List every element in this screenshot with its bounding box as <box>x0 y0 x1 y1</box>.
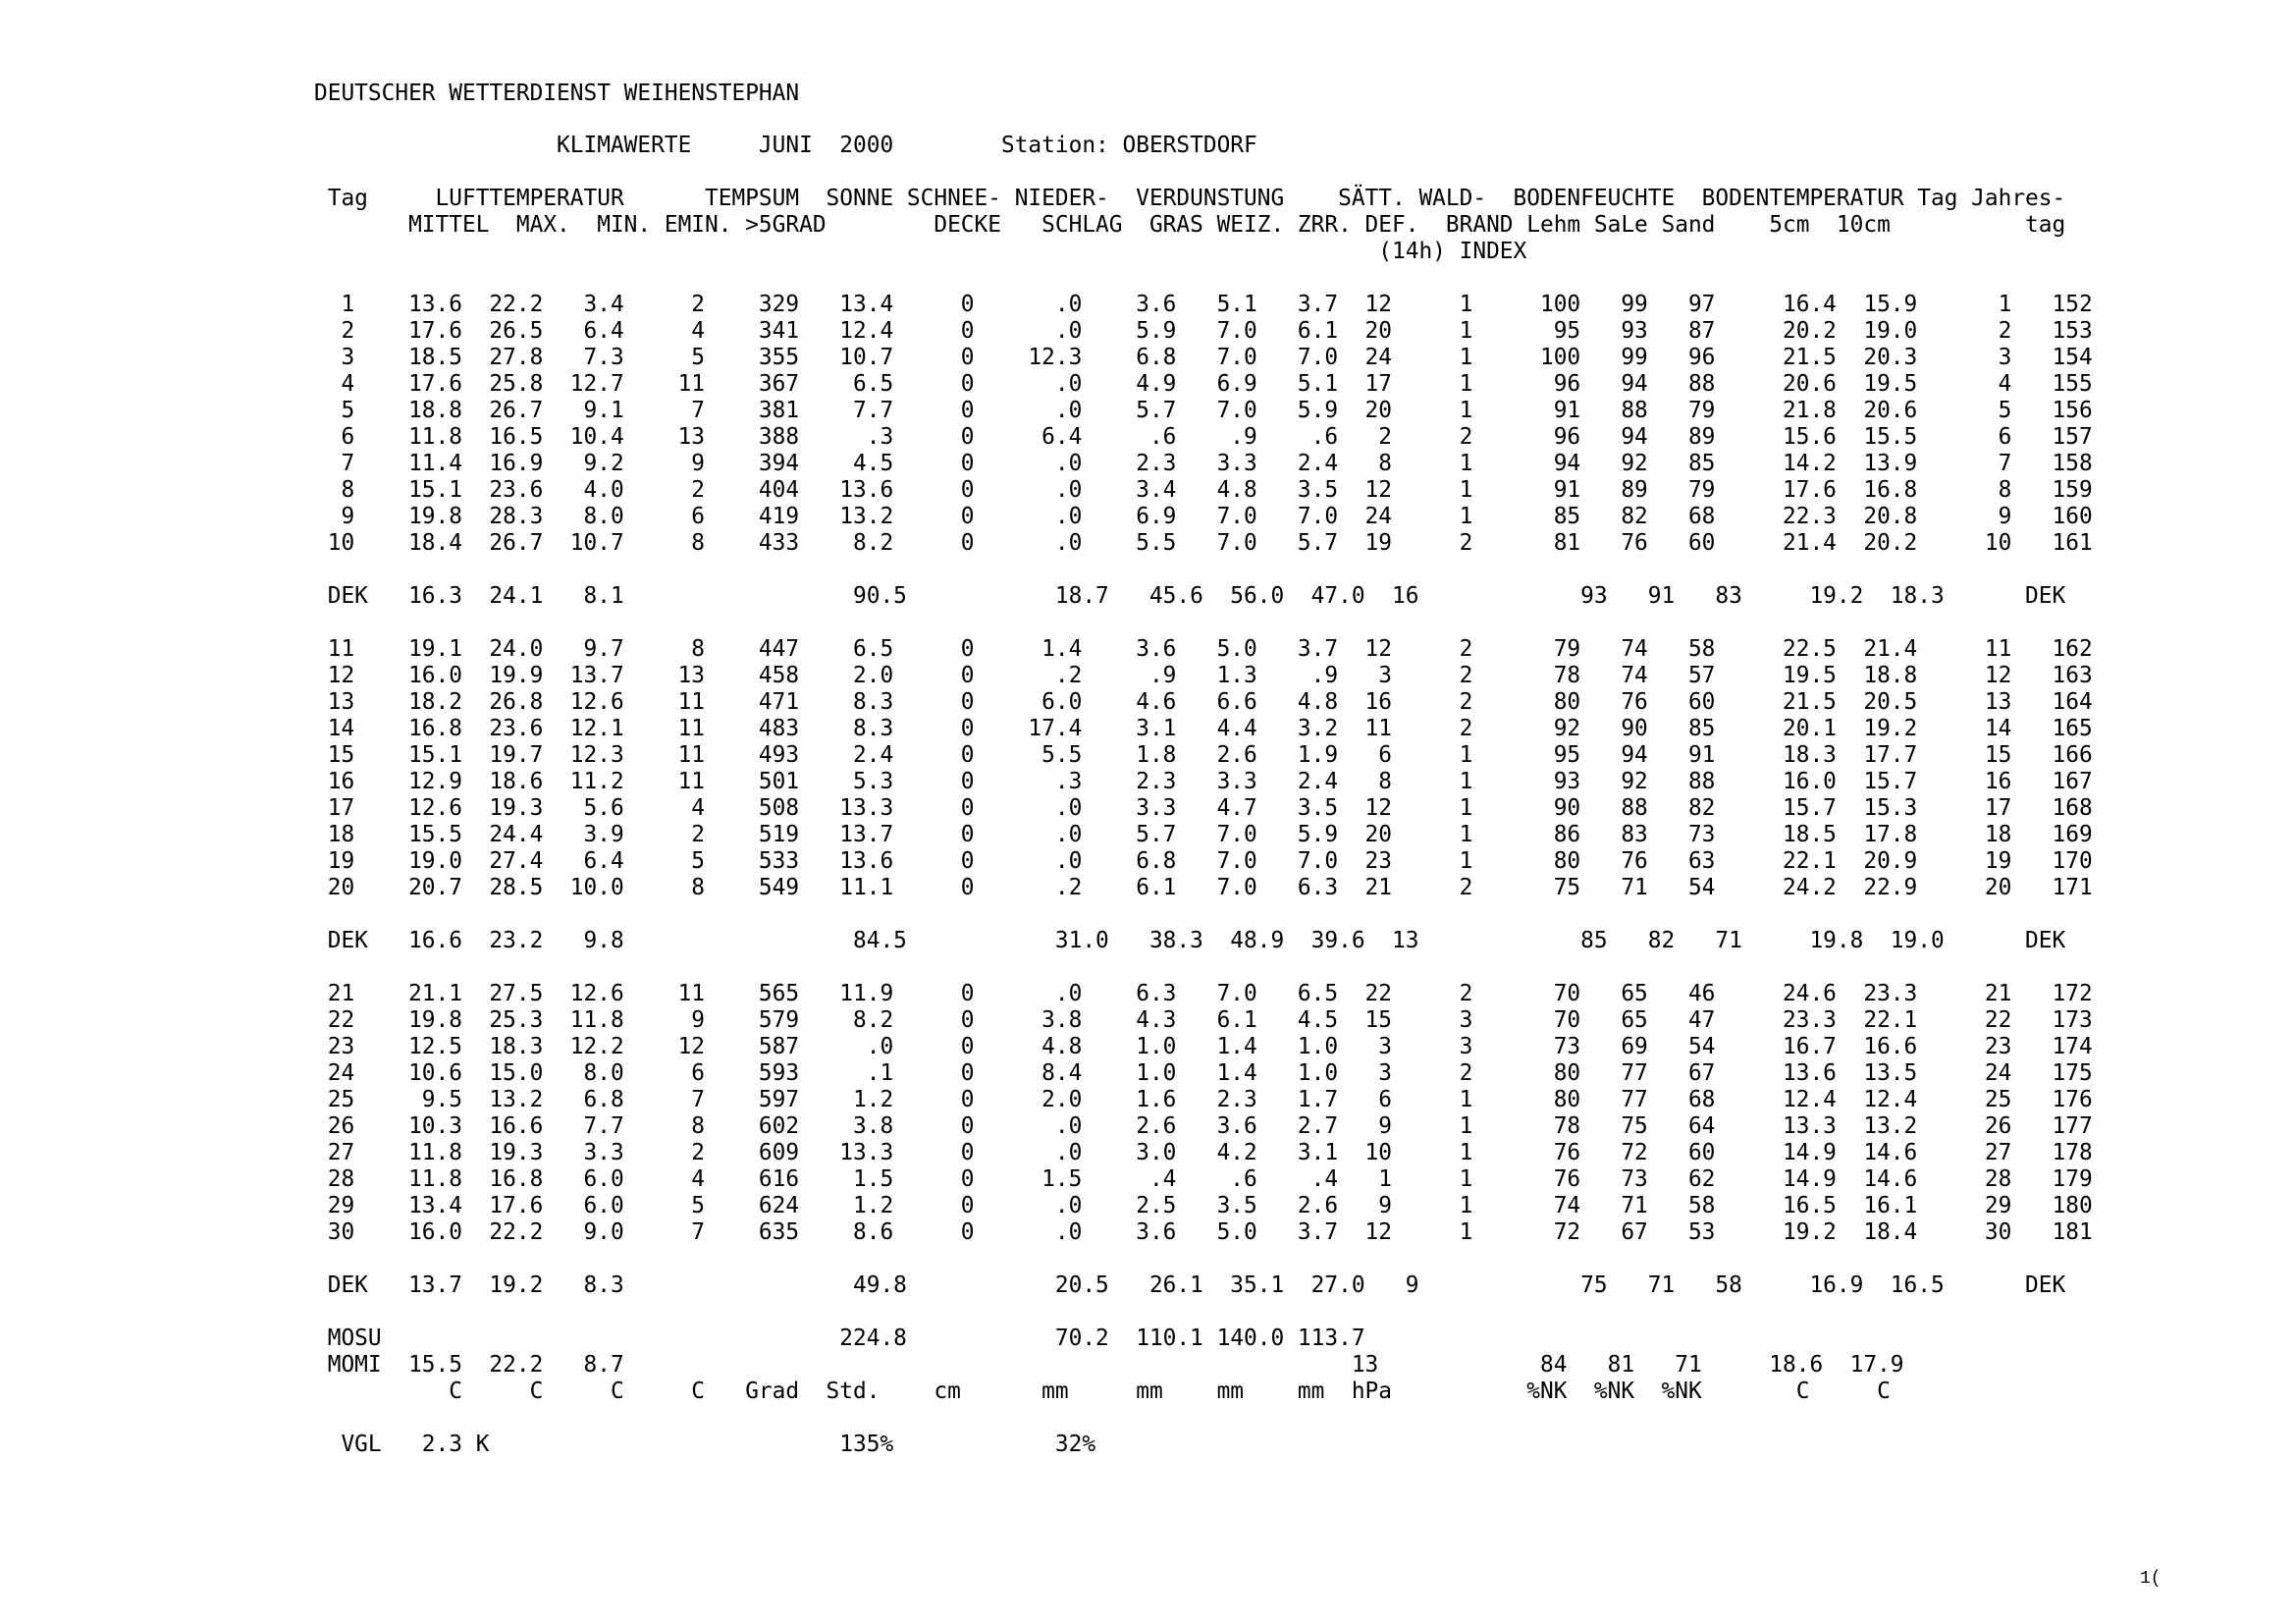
table-row: 16 12.9 18.6 11.2 11 501 5.3 0 .3 2.3 3.3 2.4 8 1 93 92 88 16.0 15.7 16 167 <box>314 769 2093 794</box>
table-row: 28 11.8 16.8 6.0 4 616 1.5 0 1.5 .4 .6 .4 1 1 76 73 62 14.9 14.6 28 179 <box>314 1166 2093 1192</box>
table-row: 21 21.1 27.5 12.6 11 565 11.9 0 .0 6.3 7.0 6.5 22 2 70 65 46 24.6 23.3 21 172 <box>314 981 2093 1006</box>
table-row: 9 19.8 28.3 8.0 6 419 13.2 0 .0 6.9 7.0 7.0 24 1 85 82 68 22.3 20.8 9 160 <box>314 504 2093 529</box>
table-row: 17 12.6 19.3 5.6 4 508 13.3 0 .0 3.3 4.7 3.5 12 1 90 88 82 15.7 15.3 17 168 <box>314 795 2093 821</box>
page-number: 1( <box>2140 1569 2162 1589</box>
table-row: 13 18.2 26.8 12.6 11 471 8.3 0 6.0 4.6 6.6 4.8 16 2 80 76 60 21.5 20.5 13 164 <box>314 689 2093 715</box>
table-row: 6 11.8 16.5 10.4 13 388 .3 0 6.4 .6 .9 .6 2 2 96 94 89 15.6 15.5 6 157 <box>314 424 2093 450</box>
table-row: 1 13.6 22.2 3.4 2 329 13.4 0 .0 3.6 5.1 3.7 12 1 100 99 97 16.4 15.9 1 152 <box>314 292 2093 317</box>
table-row: 19 19.0 27.4 6.4 5 533 13.6 0 .0 6.8 7.0 7.0 23 1 80 76 63 22.1 20.9 19 170 <box>314 848 2093 874</box>
month-mean-row: MOMI 15.5 22.2 8.7 13 84 81 71 18.6 17.9 <box>314 1352 1904 1378</box>
dekade-summary-row: DEK 16.6 23.2 9.8 84.5 31.0 38.3 48.9 39.6 13 85 82 71 19.8 19.0 DEK <box>314 928 2066 953</box>
org-title: DEUTSCHER WETTERDIENST WEIHENSTEPHAN <box>314 81 800 106</box>
table-row: 20 20.7 28.5 10.0 8 549 11.1 0 .2 6.1 7.0 6.3 21 2 75 71 54 24.2 22.9 20 171 <box>314 875 2093 900</box>
table-row: 3 18.5 27.8 7.3 5 355 10.7 0 12.3 6.8 7.0 7.0 24 1 100 99 96 21.5 20.3 3 154 <box>314 345 2093 370</box>
table-row: 18 15.5 24.4 3.9 2 519 13.7 0 .0 5.7 7.0 5.9 20 1 86 83 73 18.5 17.8 18 169 <box>314 822 2093 847</box>
table-row: 24 10.6 15.0 8.0 6 593 .1 0 8.4 1.0 1.4 1.0 3 2 80 77 67 13.6 13.5 24 175 <box>314 1060 2093 1086</box>
table-row: 15 15.1 19.7 12.3 11 493 2.4 0 5.5 1.8 2.6 1.9 6 1 95 94 91 18.3 17.7 15 166 <box>314 742 2093 768</box>
dekade-summary-row: DEK 13.7 19.2 8.3 49.8 20.5 26.1 35.1 27.0 9 75 71 58 16.9 16.5 DEK <box>314 1272 2066 1298</box>
table-row: 4 17.6 25.8 12.7 11 367 6.5 0 .0 4.9 6.9 5.1 17 1 96 94 88 20.6 19.5 4 155 <box>314 371 2093 397</box>
table-row: 25 9.5 13.2 6.8 7 597 1.2 0 2.0 1.6 2.3 1.7 6 1 80 77 68 12.4 12.4 25 176 <box>314 1087 2093 1112</box>
month-sum-row: MOSU 224.8 70.2 110.1 140.0 113.7 <box>314 1325 1365 1351</box>
comparison-row: VGL 2.3 K 135% 32% <box>314 1432 1096 1457</box>
table-row: 14 16.8 23.6 12.1 11 483 8.3 0 17.4 3.1 4.4 3.2 11 2 92 90 85 20.1 19.2 14 165 <box>314 716 2093 741</box>
table-header-row-1: Tag LUFTTEMPERATUR TEMPSUM SONNE SCHNEE- NIEDER- VERDUNSTUNG SÄTT. WALD- BODENFEUCHTE BODENTEMPERATUR Tag Jahres- <box>314 186 2066 211</box>
table-row: 12 16.0 19.9 13.7 13 458 2.0 0 .2 .9 1.3 .9 3 2 78 74 57 19.5 18.8 12 163 <box>314 663 2093 688</box>
table-row: 8 15.1 23.6 4.0 2 404 13.6 0 .0 3.4 4.8 3.5 12 1 91 89 79 17.6 16.8 8 159 <box>314 477 2093 503</box>
table-row: 27 11.8 19.3 3.3 2 609 13.3 0 .0 3.0 4.2 3.1 10 1 76 72 60 14.9 14.6 27 178 <box>314 1140 2093 1165</box>
table-row: 5 18.8 26.7 9.1 7 381 7.7 0 .0 5.7 7.0 5.9 20 1 91 88 79 21.8 20.6 5 156 <box>314 398 2093 423</box>
table-row: 10 18.4 26.7 10.7 8 433 8.2 0 .0 5.5 7.0 5.7 19 2 81 76 60 21.4 20.2 10 161 <box>314 530 2093 556</box>
table-row: 30 16.0 22.2 9.0 7 635 8.6 0 .0 3.6 5.0 3.7 12 1 72 67 53 19.2 18.4 30 181 <box>314 1219 2093 1245</box>
table-header-row-3: (14h) INDEX <box>314 239 1527 264</box>
table-row: 7 11.4 16.9 9.2 9 394 4.5 0 .0 2.3 3.3 2.4 8 1 94 92 85 14.2 13.9 7 158 <box>314 451 2093 476</box>
table-row: 11 19.1 24.0 9.7 8 447 6.5 0 1.4 3.6 5.0 3.7 12 2 79 74 58 22.5 21.4 11 162 <box>314 636 2093 662</box>
table-row: 23 12.5 18.3 12.2 12 587 .0 0 4.8 1.0 1.4 1.0 3 3 73 69 54 16.7 16.6 23 174 <box>314 1034 2093 1059</box>
units-row: C C C C Grad Std. cm mm mm mm mm hPa %NK %NK %NK C C <box>314 1379 1891 1404</box>
table-header-row-2: MITTEL MAX. MIN. EMIN. >5GRAD DECKE SCHLAG GRAS WEIZ. ZRR. DEF. BRAND Lehm SaLe Sand 5cm 10cm tag <box>314 212 2066 238</box>
dekade-summary-row: DEK 16.3 24.1 8.1 90.5 18.7 45.6 56.0 47.0 16 93 91 83 19.2 18.3 DEK <box>314 583 2066 609</box>
table-row: 29 13.4 17.6 6.0 5 624 1.2 0 .0 2.5 3.5 2.6 9 1 74 71 58 16.5 16.1 29 180 <box>314 1193 2093 1218</box>
table-row: 26 10.3 16.6 7.7 8 602 3.8 0 .0 2.6 3.6 2.7 9 1 78 75 64 13.3 13.2 26 177 <box>314 1113 2093 1139</box>
table-row: 2 17.6 26.5 6.4 4 341 12.4 0 .0 5.9 7.0 6.1 20 1 95 93 87 20.2 19.0 2 153 <box>314 318 2093 344</box>
table-row: 22 19.8 25.3 11.8 9 579 8.2 0 3.8 4.3 6.1 4.5 15 3 70 65 47 23.3 22.1 22 173 <box>314 1007 2093 1033</box>
report-subtitle: KLIMAWERTE JUNI 2000 Station: OBERSTDORF <box>314 133 1257 158</box>
